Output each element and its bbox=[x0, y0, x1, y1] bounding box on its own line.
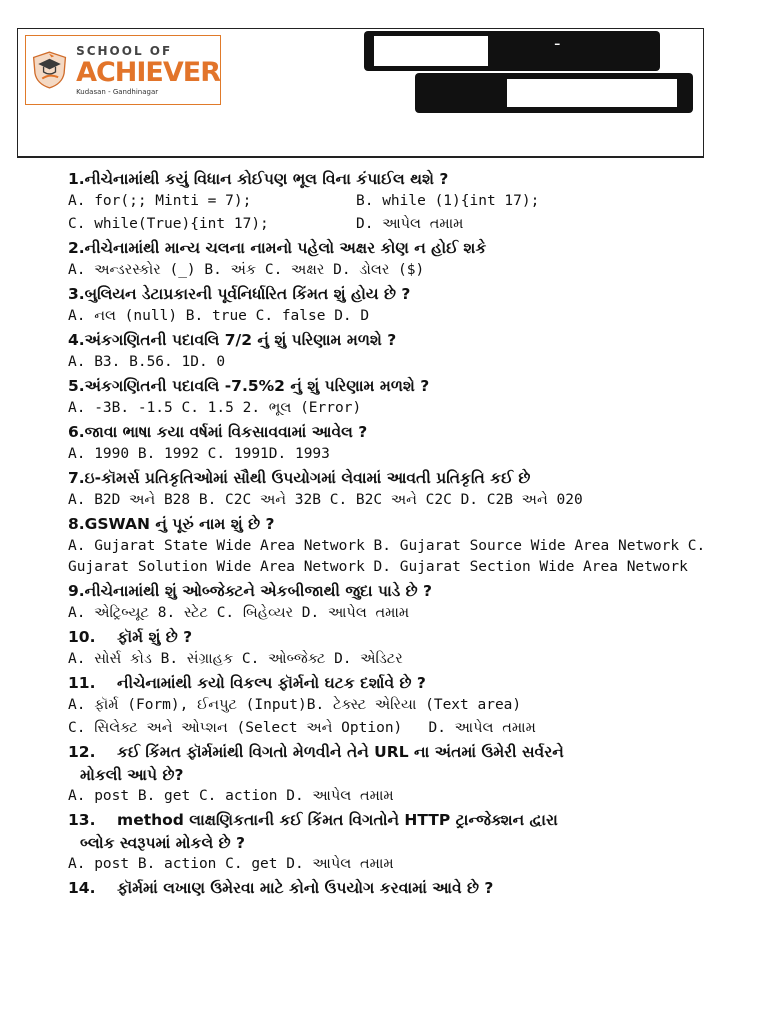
answer-line: A. ફૉર્મ (Form), ઈનપુટ (Input)B. ટેક્સ્ટ એરિયા (Text area) bbox=[68, 697, 522, 713]
question-10: 10. ફૉર્મ શું છે ? bbox=[68, 628, 193, 646]
crest-icon bbox=[29, 39, 70, 101]
header-box bbox=[17, 28, 704, 158]
question-list bbox=[68, 168, 728, 900]
answer-line: A. નલ (null) B. true C. false D. D bbox=[68, 308, 370, 324]
question-9: 9.નીચેનામાંથી શું ઓબ્જેક્ટને એકબીજાથી જુદા પાડે છે ? bbox=[68, 582, 433, 600]
question-13: 13. method લાક્ષણિકતાની કઈ કિંમત વિગતોને HTTP ટ્રાન્જેક્શન દ્વારા bbox=[68, 811, 558, 829]
option-a: A. for(;; Minti = 7); bbox=[68, 193, 252, 209]
answer-line: A. -3B. -1.5 C. 1.5 2. ભૂલ (Error) bbox=[68, 400, 362, 416]
question-11: 11. નીચેનામાંથી કયો વિકલ્પ ફૉર્મનો ઘટક દર્શાવે છે ? bbox=[68, 674, 426, 692]
logo-achiever: ACHIEVER bbox=[76, 57, 220, 88]
logo-location: Kudasan - Gandhinagar bbox=[76, 88, 159, 96]
answer-line: A. એટ્રિબ્યૂટ 8. સ્ટેટ C. બિહેવ્યર D. આપેલ તમામ bbox=[68, 605, 410, 621]
option-b: B. while (1){int 17); bbox=[356, 193, 540, 209]
redaction-dash: - bbox=[554, 33, 561, 54]
redacted-field-1 bbox=[364, 31, 660, 71]
question-2: 2.નીચેનામાંથી માન્ય ચલના નામનો પહેલો અક્ષર કોણ ન હોઈ શકે bbox=[68, 239, 487, 257]
question-7: 7.ઇ-કૉમર્સ પ્રતિકૃતિઓમાં સૌથી ઉપયોગમાં લેવામાં આવતી પ્રતિકૃતિ કઈ છે bbox=[68, 469, 531, 487]
answer-line: A. post B. get C. action D. આપેલ તમામ bbox=[68, 788, 394, 804]
answer-line: A. B2D અને B28 B. C2C અને 32B C. B2C અને C2C D. C2B અને 020 bbox=[68, 492, 583, 508]
question-4: 4.અંકગણિતની પદાવલિ 7/2 નું શું પરિણામ મળશે ? bbox=[68, 331, 397, 349]
question-5: 5.અંકગણિતની પદાવલિ -7.5%2 નું શું પરિણામ મળશે ? bbox=[68, 377, 430, 395]
answer-line: A. Gujarat State Wide Area Network B. Gujarat Source Wide Area Network C. Gujarat Solution Wide Area Network D. Gujarat Section Wide Area Network bbox=[68, 538, 706, 575]
question-8: 8.GSWAN નું પૂરું નામ શું છે ? bbox=[68, 515, 275, 533]
answer-row bbox=[68, 214, 728, 235]
question-6: 6.જાવા ભાષા કયા વર્ષમાં વિકસાવવામાં આવેલ ? bbox=[68, 423, 368, 441]
question-14: 14. ફૉર્મમાં લખાણ ઉમેરવા માટે કોનો ઉપયોગ કરવામાં આવે છે ? bbox=[68, 879, 494, 897]
question-13-continued: બ્લોક સ્વરૂપમાં મોકલે છે ? bbox=[80, 834, 245, 852]
answer-line: A. 1990 B. 1992 C. 1991D. 1993 bbox=[68, 446, 330, 462]
answer-line: A. સોર્સ કોડ B. સંગ્રાહક C. ઓબ્જેક્ટ D. એડિટર bbox=[68, 651, 403, 667]
option-c: C. while(True){int 17); bbox=[68, 216, 269, 232]
redacted-field-2 bbox=[415, 73, 693, 113]
answer-line: A. B3. B.56. 1D. 0 bbox=[68, 354, 226, 370]
school-logo bbox=[25, 35, 221, 105]
question-12-continued: મોકલી આપે છે? bbox=[80, 766, 184, 784]
answer-line: A. અન્ડરસ્કોર (_) B. અંક C. અક્ષર D. ડોલર ($) bbox=[68, 262, 425, 278]
question-12: 12. કઈ કિંમત ફૉર્મમાંથી વિગતો મેળવીને તેને URL ના અંતમાં ઉમેરી સર્વરને bbox=[68, 743, 564, 761]
answer-line: A. post B. action C. get D. આપેલ તમામ bbox=[68, 856, 394, 872]
option-d: D. આપેલ તમામ bbox=[356, 216, 464, 232]
answer-line: C. સિલેક્ટ અને ઓપ્શન (Select અને Option) D. આપેલ તમામ bbox=[68, 720, 536, 736]
answer-row bbox=[68, 191, 728, 212]
question-1: 1.નીચેનામાંથી કયું વિધાન કોઈપણ ભૂલ વિના કંપાઈલ થશે ? bbox=[68, 170, 449, 188]
question-3: 3.બુલિયન ડેટાપ્રકારની પૂર્વનિર્ધારિત કિંમત શું હોય છે ? bbox=[68, 285, 411, 303]
logo-school-of: SCHOOL OF bbox=[76, 44, 173, 58]
